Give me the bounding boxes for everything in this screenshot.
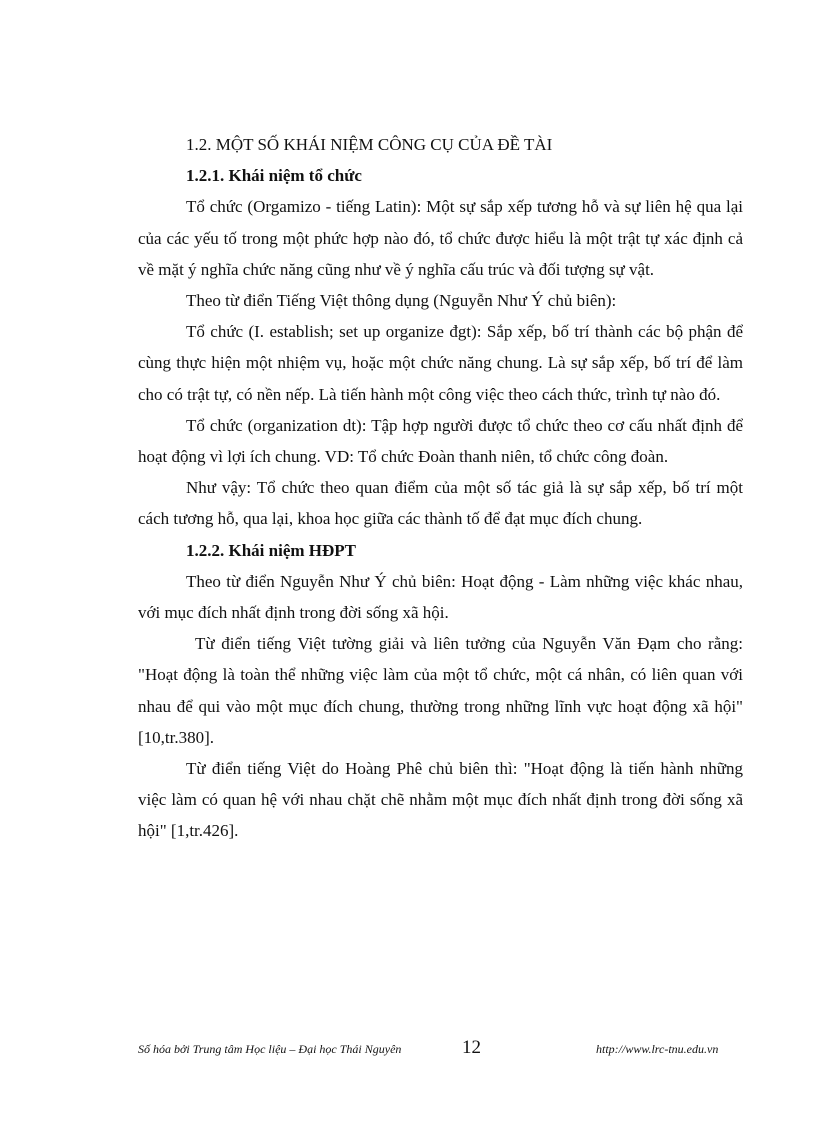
paragraph: Tổ chức (Orgamizo - tiếng Latin): Một sự sắp xếp tương hỗ và sự liên hệ qua lại của các yếu tố trong một phức hợp nào đó, tổ chức được hiểu là một trật tự xác định cả về mặt ý nghĩa chức năng cũng như về ý nghĩa cấu trúc và đối tượng sự vật.	[138, 197, 743, 279]
subsection-title-hdpt: 1.2.2. Khái niệm HĐPT	[186, 540, 357, 560]
page-number: 12	[462, 1037, 481, 1058]
paragraph: Theo từ điển Nguyễn Như Ý chủ biên: Hoạt động - Làm những việc khác nhau, với mục đích nhất định trong đời sống xã hội.	[138, 571, 743, 623]
paragraph: Theo từ điển Tiếng Việt thông dụng (Nguyễn Như Ý chủ biên):	[186, 291, 617, 311]
page-body	[138, 129, 743, 847]
paragraph: Từ điển tiếng Việt do Hoàng Phê chủ biên thì: "Hoạt động là tiến hành những việc làm có quan hệ với nhau chặt chẽ nhằm một mục đích nhất định trong đời sống xã hội" [1,tr.426].	[138, 759, 743, 841]
section-heading: 1.2. MỘT SỐ KHÁI NIỆM CÔNG CỤ CỦA ĐỀ TÀI	[186, 135, 553, 154]
paragraph: Tổ chức (I. establish; set up organize đgt): Sắp xếp, bố trí thành các bộ phận để cùng thực hiện một nhiệm vụ, hoặc một chức năng chung. Là sự sắp xếp, bố trí để làm cho có trật tự, có nền nếp. Là tiến hành một công việc theo cách thức, trình tự nào đó.	[138, 322, 743, 404]
footer-url: http://www.lrc-tnu.edu.vn	[596, 1042, 719, 1056]
footer-digitization-credit: Số hóa bởi Trung tâm Học liệu – Đại học Thái Nguyên	[138, 1042, 402, 1056]
paragraph: Tổ chức (organization dt): Tập hợp người được tổ chức theo cơ cấu nhất định để hoạt động vì lợi ích chung. VD: Tổ chức Đoàn thanh niên, tổ chức công đoàn.	[138, 415, 743, 467]
paragraph: Từ điển tiếng Việt tường giải và liên tưởng của Nguyễn Văn Đạm cho rằng: "Hoạt động là toàn thể những việc làm của một tổ chức, một cá nhân, có liên quan với nhau để qui vào một mục đích chung, thường trong những lĩnh vực hoạt động xã hội" [10,tr.380].	[138, 634, 743, 747]
paragraph: Như vậy: Tổ chức theo quan điểm của một số tác giả là sự sắp xếp, bố trí một cách tương hỗ, qua lại, khoa học giữa các thành tố để đạt mục đích chung.	[138, 478, 743, 529]
subsection-title-organization: 1.2.1. Khái niệm tổ chức	[186, 166, 362, 186]
page-footer	[0, 1037, 816, 1070]
